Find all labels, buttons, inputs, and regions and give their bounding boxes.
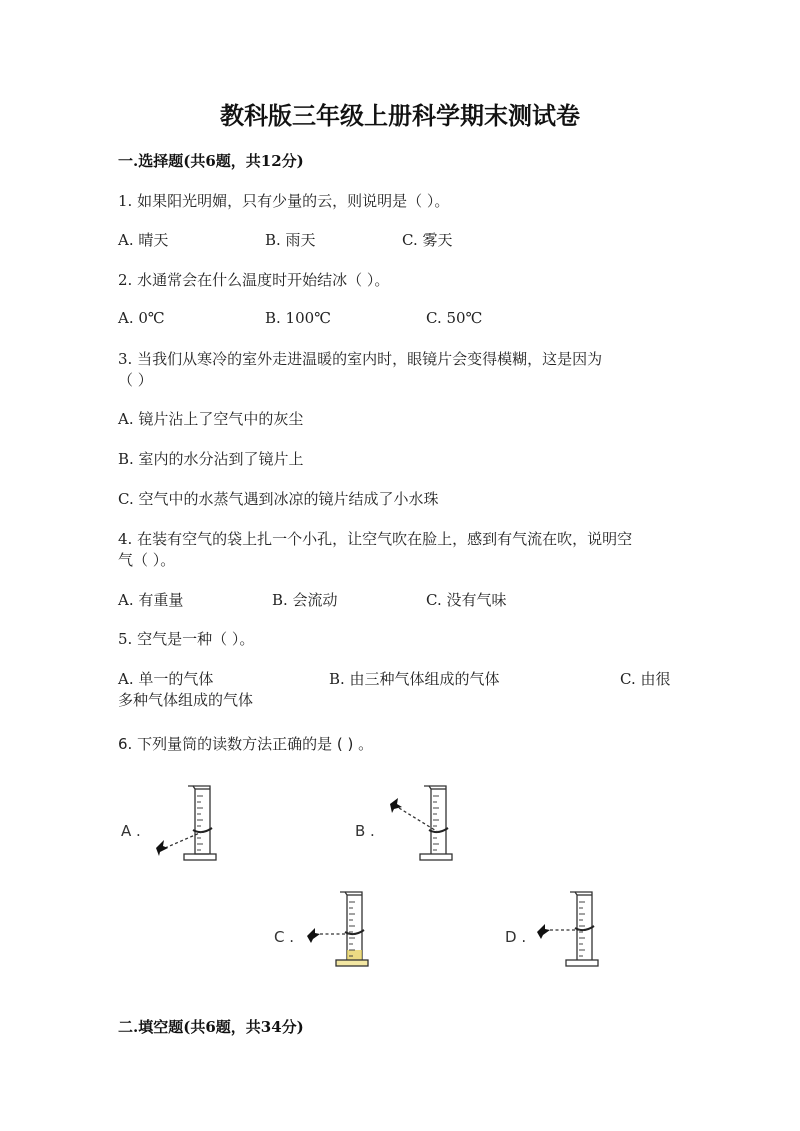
figure-b-cylinder-reading-from-above [380, 780, 470, 865]
question-2-option-c: C. 50℃ [426, 309, 483, 327]
question-5-option-b: B. 由三种气体组成的气体 [329, 670, 500, 688]
question-3-option-b: B. 室内的水分沾到了镜片上 [118, 450, 304, 468]
section-heading-choice: 一.选择题(共6题，共12分) [118, 152, 304, 170]
question-5-option-c-line2: 多种气体组成的气体 [118, 691, 254, 709]
question-3-option-a: A. 镜片沾上了空气中的灰尘 [118, 410, 304, 428]
figure-a-label: A . [121, 822, 141, 840]
question-5-option-a: A. 单一的气体 [118, 670, 214, 688]
figure-c-cylinder-reading-at-meniscus-level [298, 886, 388, 971]
question-3-stem-line2: （ ） [118, 371, 153, 389]
section-heading-fill-blank: 二.填空题(共6题，共34分) [118, 1018, 304, 1036]
question-3-option-c: C. 空气中的水蒸气遇到冰凉的镜片结成了小水珠 [118, 490, 439, 508]
figure-d-cylinder-reading-at-level [528, 886, 618, 971]
question-4-option-b: B. 会流动 [272, 591, 338, 609]
page-title: 教科版三年级上册科学期末测试卷 [220, 101, 580, 130]
question-2-option-b: B. 100℃ [265, 309, 331, 327]
figure-a-cylinder-reading-from-below [150, 780, 240, 865]
question-6-stem: 6. 下列量筒的读数方法正确的是 ( ) 。 [118, 735, 374, 753]
question-1-stem: 1. 如果阳光明媚，只有少量的云，则说明是（ ）。 [118, 192, 450, 210]
question-1-option-c: C. 雾天 [402, 231, 453, 249]
question-3-stem-line1: 3. 当我们从寒冷的室外走进温暖的室内时，眼镜片会变得模糊，这是因为 [118, 350, 603, 368]
question-2-option-a: A. 0℃ [118, 309, 165, 327]
figure-b-label: B . [355, 822, 375, 840]
question-1-option-b: B. 雨天 [265, 231, 316, 249]
figure-d-label: D . [505, 928, 527, 946]
figure-c-label: C . [274, 928, 295, 946]
question-4-stem-line2: 气（ ）。 [118, 551, 176, 569]
question-4-stem-line1: 4. 在装有空气的袋上扎一个小孔，让空气吹在脸上，感到有气流在吹，说明空 [118, 530, 633, 548]
question-5-option-c-line1: C. 由很 [620, 670, 671, 688]
question-4-option-c: C. 没有气味 [426, 591, 507, 609]
question-2-stem: 2. 水通常会在什么温度时开始结冰（ ）。 [118, 271, 390, 289]
question-1-option-a: A. 晴天 [118, 231, 169, 249]
question-5-stem: 5. 空气是一种（ ）。 [118, 630, 255, 648]
question-4-option-a: A. 有重量 [118, 591, 184, 609]
